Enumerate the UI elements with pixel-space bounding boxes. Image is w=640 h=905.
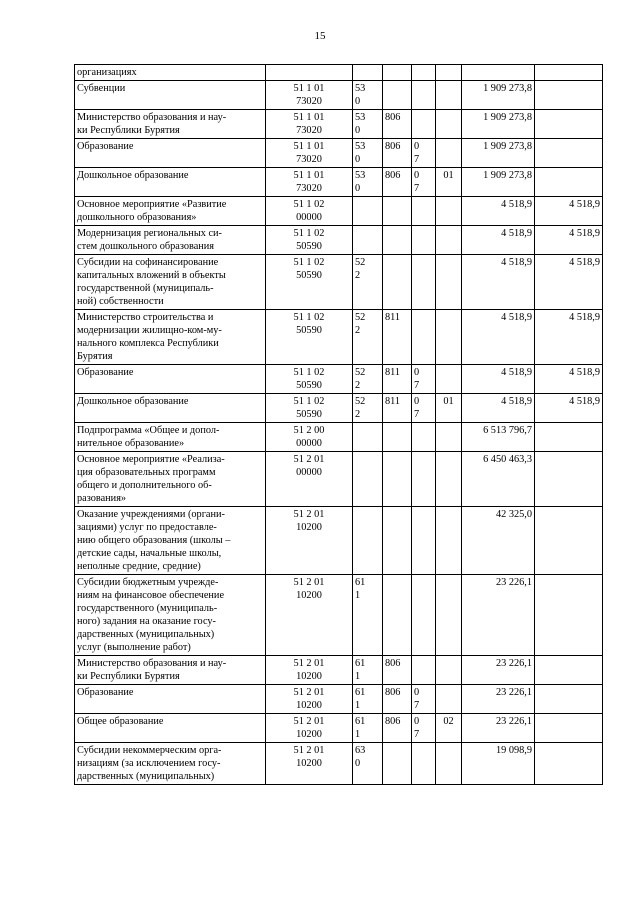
row-name-cell: Министерство образования и нау- ки Республики Бурятия — [75, 110, 266, 139]
table-row — [75, 394, 603, 423]
ministry-code-cell — [383, 226, 412, 255]
amount-cell: 19 098,9 — [462, 743, 535, 785]
ministry-code-cell: 806 — [383, 168, 412, 197]
row-name-cell: Министерство образования и нау- ки Республики Бурятия — [75, 656, 266, 685]
target-article-code-cell: 51 1 01 73020 — [266, 168, 353, 197]
row-name-cell: Подпрограмма «Общее и допол- нительное образование» — [75, 423, 266, 452]
subsection-code-cell — [436, 507, 462, 575]
row-name-cell: Оказание учреждениями (органи- зациями) услуг по предоставле- нию общего образования (школы – детские сады, начальные школы, неполные средние, средние) — [75, 507, 266, 575]
expense-type-code-cell: 53 0 — [353, 81, 383, 110]
table-row — [75, 656, 603, 685]
ministry-code-cell — [383, 197, 412, 226]
amount-cell: 1 909 273,8 — [462, 168, 535, 197]
target-article-code-cell: 51 2 01 10200 — [266, 656, 353, 685]
section-code-cell — [412, 110, 436, 139]
row-name-cell: Субсидии на софинансирование капитальных вложений в объекты государственной (муниципаль- ной) собственности — [75, 255, 266, 310]
ministry-code-cell — [383, 423, 412, 452]
subsection-code-cell — [436, 197, 462, 226]
ministry-code-cell — [383, 65, 412, 81]
row-name-cell: Образование — [75, 365, 266, 394]
table-row — [75, 139, 603, 168]
expense-type-code-cell: 53 0 — [353, 139, 383, 168]
amount-cell: 4 518,9 — [462, 197, 535, 226]
subsection-code-cell — [436, 575, 462, 656]
section-code-cell: 0 7 — [412, 394, 436, 423]
budget-table-body — [75, 65, 603, 785]
table-row — [75, 743, 603, 785]
section-code-cell — [412, 226, 436, 255]
section-code-cell — [412, 656, 436, 685]
federal-amount-cell — [535, 139, 603, 168]
expense-type-code-cell: 53 0 — [353, 168, 383, 197]
target-article-code-cell — [266, 65, 353, 81]
ministry-code-cell — [383, 507, 412, 575]
ministry-code-cell: 811 — [383, 394, 412, 423]
federal-amount-cell: 4 518,9 — [535, 310, 603, 365]
subsection-code-cell: 01 — [436, 168, 462, 197]
ministry-code-cell: 811 — [383, 310, 412, 365]
federal-amount-cell — [535, 168, 603, 197]
section-code-cell — [412, 743, 436, 785]
ministry-code-cell: 811 — [383, 365, 412, 394]
table-row — [75, 575, 603, 656]
section-code-cell: 0 7 — [412, 365, 436, 394]
subsection-code-cell — [436, 110, 462, 139]
subsection-code-cell — [436, 452, 462, 507]
amount-cell: 6 513 796,7 — [462, 423, 535, 452]
amount-cell: 1 909 273,8 — [462, 110, 535, 139]
expense-type-code-cell: 52 2 — [353, 310, 383, 365]
subsection-code-cell — [436, 365, 462, 394]
federal-amount-cell — [535, 685, 603, 714]
row-name-cell: Министерство строительства и модернизации жилищно-ком-му- нального комплекса Республики Бурятия — [75, 310, 266, 365]
row-name-cell: организациях — [75, 65, 266, 81]
expense-type-code-cell: 53 0 — [353, 110, 383, 139]
expense-type-code-cell: 61 1 — [353, 656, 383, 685]
subsection-code-cell — [436, 656, 462, 685]
expense-type-code-cell — [353, 452, 383, 507]
row-name-cell: Субсидии бюджетным учрежде- ниям на финансовое обеспечение государственного (муниципаль- ного) задания на оказание госу- дарственных (муниципальных) услуг (выполнение работ) — [75, 575, 266, 656]
ministry-code-cell — [383, 743, 412, 785]
table-row — [75, 65, 603, 81]
section-code-cell — [412, 255, 436, 310]
subsection-code-cell — [436, 423, 462, 452]
section-code-cell — [412, 65, 436, 81]
expense-type-code-cell — [353, 65, 383, 81]
federal-amount-cell — [535, 423, 603, 452]
amount-cell: 4 518,9 — [462, 310, 535, 365]
ministry-code-cell: 806 — [383, 714, 412, 743]
amount-cell: 4 518,9 — [462, 365, 535, 394]
expense-type-code-cell: 52 2 — [353, 394, 383, 423]
federal-amount-cell — [535, 65, 603, 81]
table-row — [75, 714, 603, 743]
federal-amount-cell: 4 518,9 — [535, 255, 603, 310]
amount-cell: 4 518,9 — [462, 394, 535, 423]
row-name-cell: Образование — [75, 139, 266, 168]
section-code-cell — [412, 507, 436, 575]
target-article-code-cell: 51 2 01 10200 — [266, 714, 353, 743]
expense-type-code-cell — [353, 423, 383, 452]
row-name-cell: Дошкольное образование — [75, 168, 266, 197]
subsection-code-cell — [436, 81, 462, 110]
amount-cell — [462, 65, 535, 81]
page-number: 15 — [314, 30, 326, 42]
subsection-code-cell — [436, 65, 462, 81]
ministry-code-cell — [383, 452, 412, 507]
federal-amount-cell — [535, 575, 603, 656]
amount-cell: 23 226,1 — [462, 714, 535, 743]
section-code-cell — [412, 310, 436, 365]
federal-amount-cell: 4 518,9 — [535, 365, 603, 394]
ministry-code-cell — [383, 81, 412, 110]
expense-type-code-cell — [353, 226, 383, 255]
subsection-code-cell — [436, 255, 462, 310]
federal-amount-cell — [535, 714, 603, 743]
section-code-cell — [412, 575, 436, 656]
ministry-code-cell: 806 — [383, 656, 412, 685]
expense-type-code-cell: 61 1 — [353, 714, 383, 743]
amount-cell: 4 518,9 — [462, 255, 535, 310]
row-name-cell: Основное мероприятие «Реализа- ция образовательных программ общего и дополнительного об- разования» — [75, 452, 266, 507]
table-row — [75, 507, 603, 575]
section-code-cell: 0 7 — [412, 168, 436, 197]
federal-amount-cell — [535, 743, 603, 785]
target-article-code-cell: 51 1 02 50590 — [266, 310, 353, 365]
target-article-code-cell: 51 2 01 10200 — [266, 743, 353, 785]
subsection-code-cell — [436, 310, 462, 365]
section-code-cell — [412, 452, 436, 507]
subsection-code-cell — [436, 226, 462, 255]
subsection-code-cell: 02 — [436, 714, 462, 743]
section-code-cell — [412, 423, 436, 452]
federal-amount-cell: 4 518,9 — [535, 226, 603, 255]
federal-amount-cell — [535, 110, 603, 139]
expense-type-code-cell — [353, 507, 383, 575]
section-code-cell: 0 7 — [412, 685, 436, 714]
target-article-code-cell: 51 1 02 50590 — [266, 255, 353, 310]
target-article-code-cell: 51 1 02 00000 — [266, 197, 353, 226]
table-row — [75, 81, 603, 110]
target-article-code-cell: 51 2 00 00000 — [266, 423, 353, 452]
row-name-cell: Субвенции — [75, 81, 266, 110]
row-name-cell: Образование — [75, 685, 266, 714]
row-name-cell: Модернизация региональных си- стем дошкольного образования — [75, 226, 266, 255]
expense-type-code-cell: 61 1 — [353, 685, 383, 714]
section-code-cell: 0 7 — [412, 139, 436, 168]
federal-amount-cell: 4 518,9 — [535, 394, 603, 423]
ministry-code-cell — [383, 255, 412, 310]
table-row — [75, 685, 603, 714]
ministry-code-cell: 806 — [383, 139, 412, 168]
amount-cell: 6 450 463,3 — [462, 452, 535, 507]
subsection-code-cell — [436, 139, 462, 168]
table-row — [75, 452, 603, 507]
expense-type-code-cell: 52 2 — [353, 255, 383, 310]
row-name-cell: Основное мероприятие «Развитие дошкольного образования» — [75, 197, 266, 226]
subsection-code-cell: 01 — [436, 394, 462, 423]
amount-cell: 1 909 273,8 — [462, 139, 535, 168]
amount-cell: 23 226,1 — [462, 575, 535, 656]
amount-cell: 23 226,1 — [462, 656, 535, 685]
amount-cell: 23 226,1 — [462, 685, 535, 714]
section-code-cell — [412, 81, 436, 110]
ministry-code-cell — [383, 575, 412, 656]
expense-type-code-cell: 63 0 — [353, 743, 383, 785]
amount-cell: 4 518,9 — [462, 226, 535, 255]
target-article-code-cell: 51 1 02 50590 — [266, 226, 353, 255]
amount-cell: 1 909 273,8 — [462, 81, 535, 110]
budget-table — [74, 64, 603, 785]
target-article-code-cell: 51 2 01 10200 — [266, 507, 353, 575]
target-article-code-cell: 51 1 02 50590 — [266, 394, 353, 423]
table-row — [75, 310, 603, 365]
target-article-code-cell: 51 1 01 73020 — [266, 81, 353, 110]
row-name-cell: Общее образование — [75, 714, 266, 743]
federal-amount-cell: 4 518,9 — [535, 197, 603, 226]
table-row — [75, 226, 603, 255]
target-article-code-cell: 51 2 01 10200 — [266, 575, 353, 656]
table-row — [75, 423, 603, 452]
target-article-code-cell: 51 1 02 50590 — [266, 365, 353, 394]
federal-amount-cell — [535, 81, 603, 110]
ministry-code-cell: 806 — [383, 685, 412, 714]
table-row — [75, 197, 603, 226]
federal-amount-cell — [535, 656, 603, 685]
target-article-code-cell: 51 1 01 73020 — [266, 110, 353, 139]
subsection-code-cell — [436, 685, 462, 714]
federal-amount-cell — [535, 452, 603, 507]
target-article-code-cell: 51 1 01 73020 — [266, 139, 353, 168]
target-article-code-cell: 51 2 01 10200 — [266, 685, 353, 714]
table-row — [75, 255, 603, 310]
section-code-cell — [412, 197, 436, 226]
subsection-code-cell — [436, 743, 462, 785]
expense-type-code-cell — [353, 197, 383, 226]
expense-type-code-cell: 61 1 — [353, 575, 383, 656]
table-row — [75, 168, 603, 197]
federal-amount-cell — [535, 507, 603, 575]
expense-type-code-cell: 52 2 — [353, 365, 383, 394]
section-code-cell: 0 7 — [412, 714, 436, 743]
table-row — [75, 110, 603, 139]
amount-cell: 42 325,0 — [462, 507, 535, 575]
table-row — [75, 365, 603, 394]
row-name-cell: Субсидии некоммерческим орга- низациям (за исключением госу- дарственных (муниципальных) — [75, 743, 266, 785]
target-article-code-cell: 51 2 01 00000 — [266, 452, 353, 507]
ministry-code-cell: 806 — [383, 110, 412, 139]
row-name-cell: Дошкольное образование — [75, 394, 266, 423]
